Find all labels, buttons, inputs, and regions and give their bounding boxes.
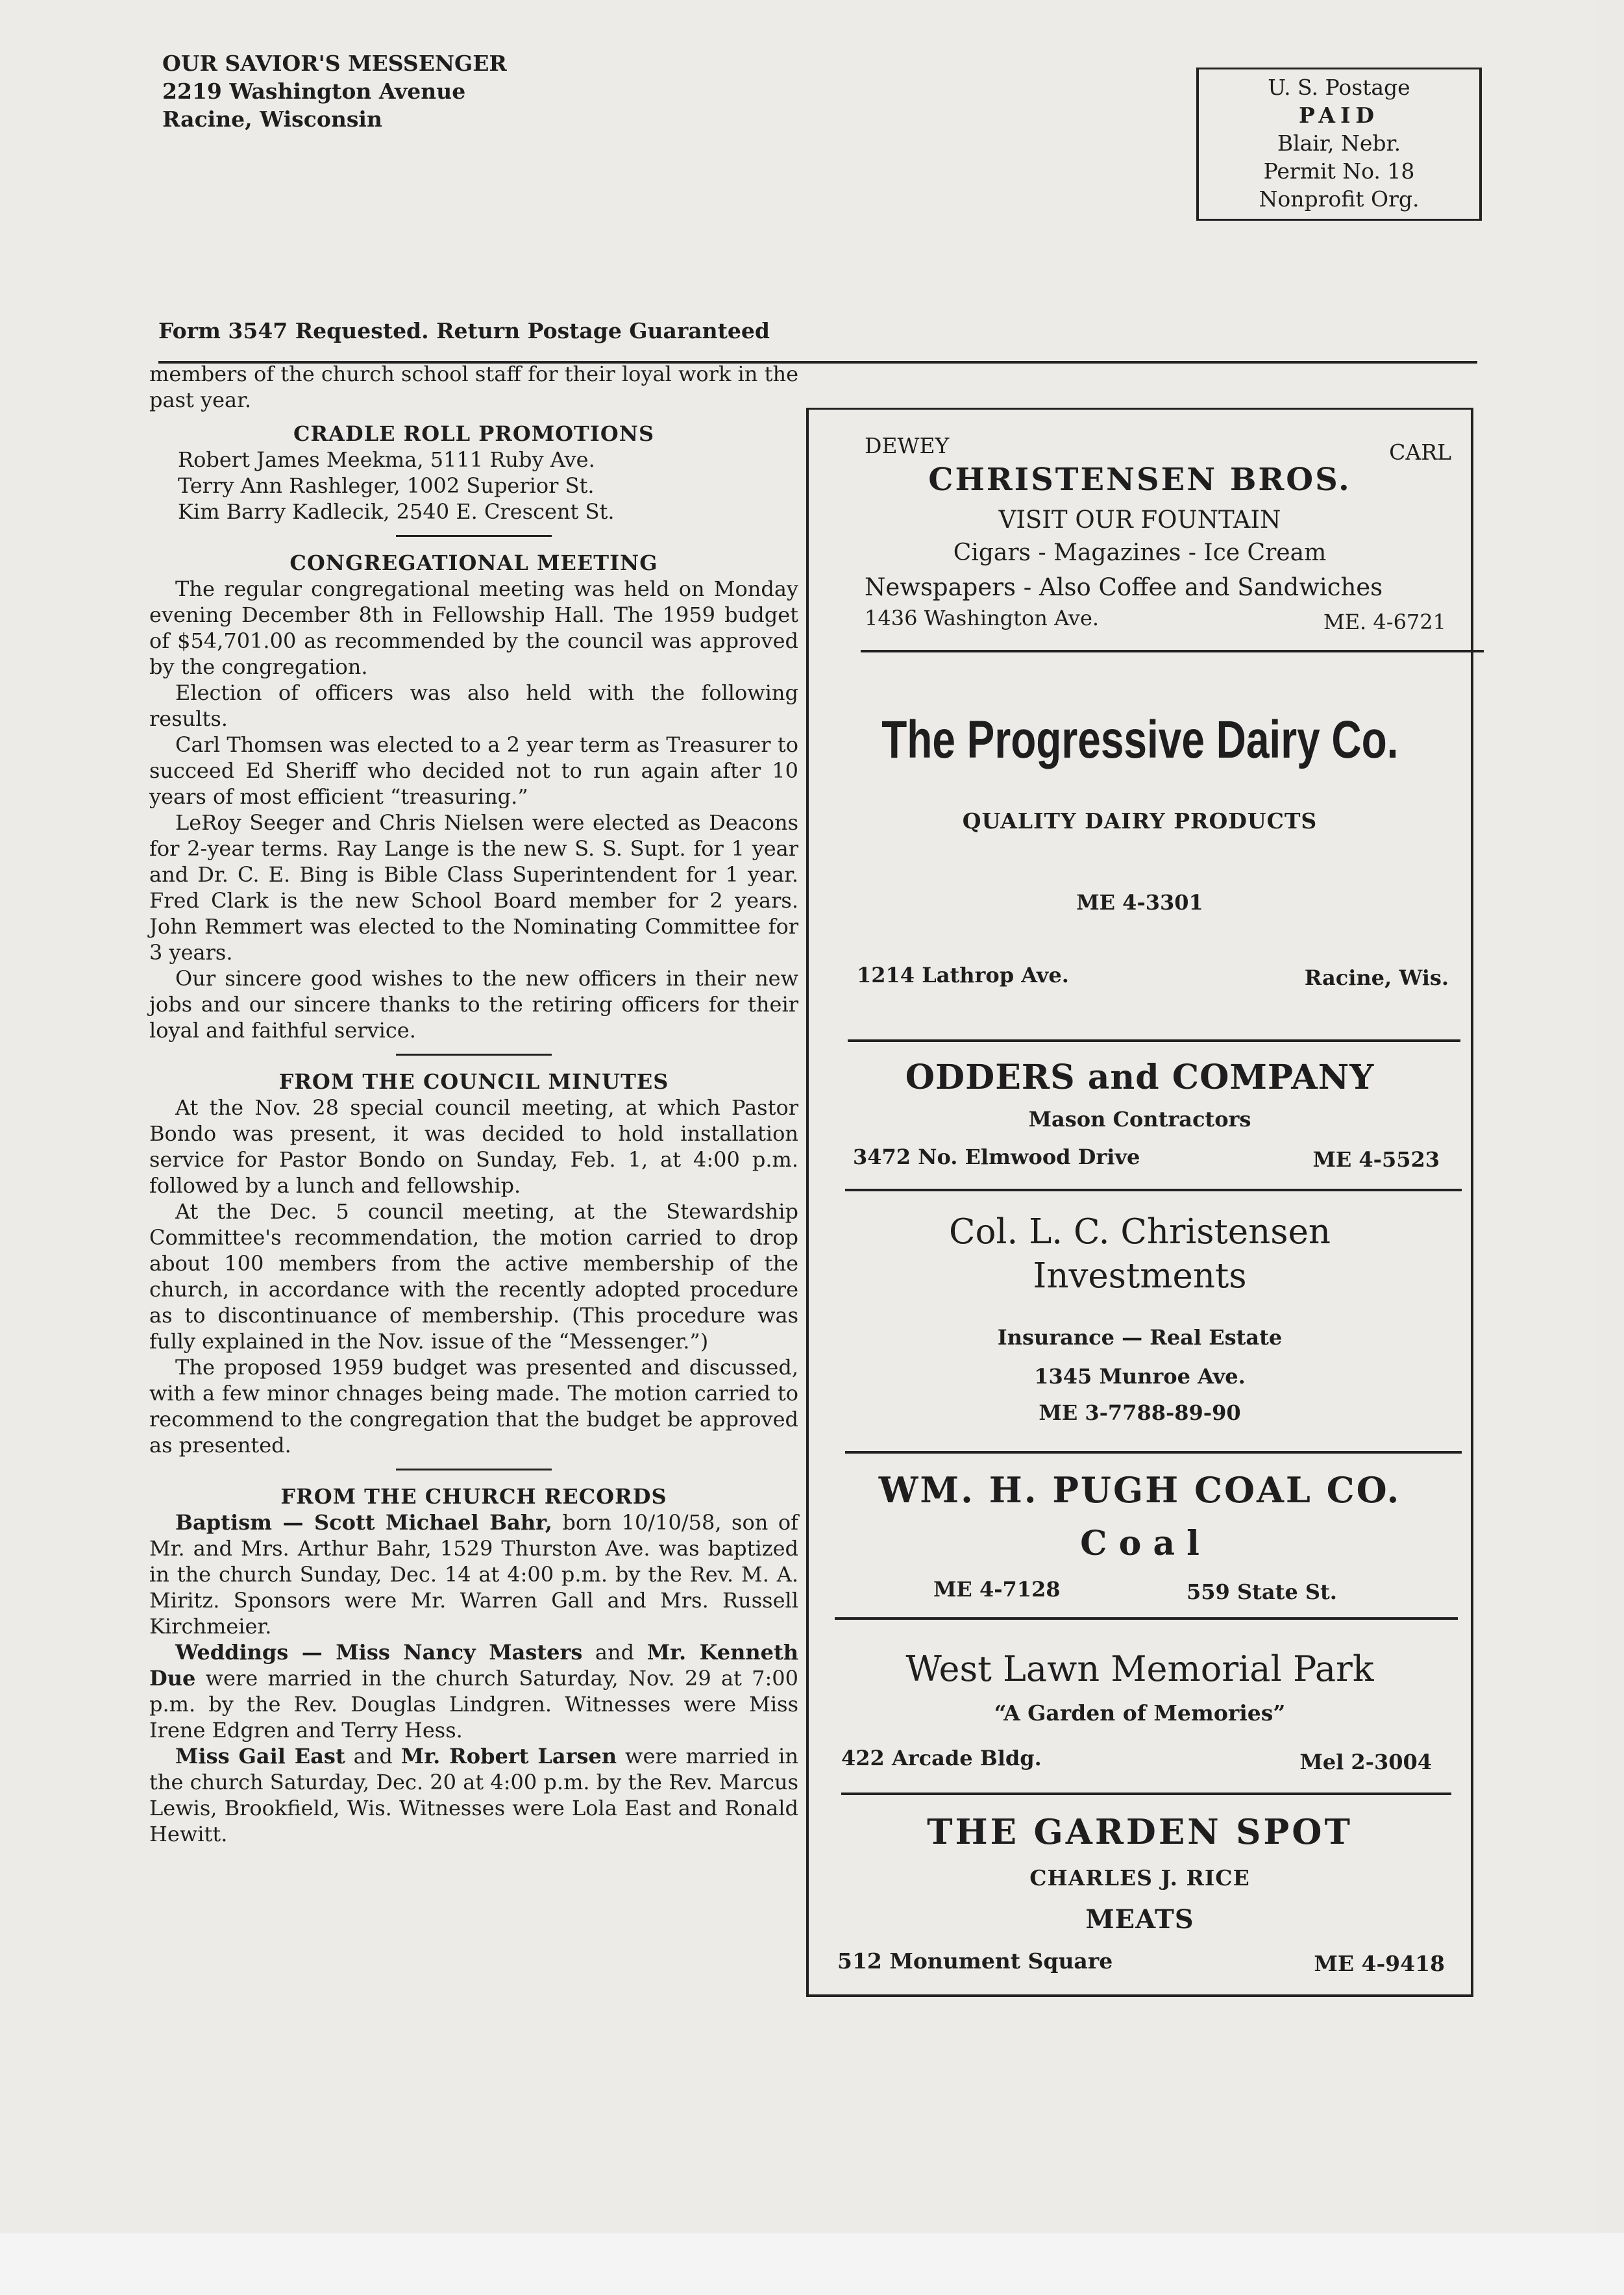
wedding-text: were married in the church Saturday, Nov. 29 at 7:00 p.m. by the Rev. Douglas Lindgren. Witnesses were Miss Irene Edgren and Terry Hess. — [149, 1666, 798, 1743]
postage-line: Blair, Nebr. — [1277, 130, 1401, 156]
section-divider — [396, 535, 552, 537]
ad-subtitle: MEATS — [1085, 1904, 1194, 1935]
ad-owner-left: DEWEY — [865, 433, 950, 458]
ad-address: 1345 Munroe Ave. — [1034, 1364, 1246, 1389]
wedding-record — [149, 1743, 798, 1847]
ad-address: 422 Arcade Bldg. — [841, 1746, 1042, 1770]
postage-line: Permit No. 18 — [1263, 158, 1415, 184]
baptism-text: born 10/10/58, son of Mr. and Mrs. Arthur Bahr, 1529 Thurston Ave. was baptized in the church Sunday, Dec. 14 at 4:00 p.m. by the Rev. M. A. Miritz. Sponsors were Mr. Warren Gall and Mrs. Russell Kirchmeier. — [149, 1510, 798, 1639]
baptism-label: Baptism — Scott Michael Bahr, — [175, 1510, 552, 1535]
meeting-paragraph: Election of officers was also held with the following results. — [149, 680, 798, 731]
council-paragraph: At the Dec. 5 council meeting, at the Stewardship Committee's recommendation, the motion carried to drop about 100 members from the active membership of the church, in accordance with the recently adopted procedure as to discontinuance of membership. (This procedure was fully explained in the Nov. issue of the “Messenger.”) — [149, 1199, 798, 1354]
ad-garden-spot — [809, 1798, 1471, 1992]
ad-address: 3472 No. Elmwood Drive — [853, 1145, 1140, 1169]
ad-subtitle: QUALITY DAIRY PRODUCTS — [962, 808, 1318, 834]
ad-title: ODDERS and COMPANY — [905, 1058, 1375, 1097]
ad-subtitle: Mason Contractors — [1028, 1107, 1251, 1132]
meeting-paragraph: LeRoy Seeger and Chris Nielsen were elected as Deacons for 2-year terms. Ray Lange is the new S. S. Supt. for 1 year and Dr. C. E. Bing is Bible Class Superintendent for 1 year. Fred Clark is the new School Board member for 2 years. John Remmert was elected to the Nominating Committee for 3 years. — [149, 810, 798, 965]
meeting-paragraph: Our sincere good wishes to the new officers in their new jobs and our sincere thanks to the retiring officers for their loyal and faithful service. — [149, 966, 798, 1043]
cradle-list — [149, 447, 798, 525]
ad-city: Racine, Wis. — [1304, 965, 1449, 990]
ad-phone: Mel 2-3004 — [1299, 1750, 1432, 1774]
meeting-paragraph: The regular congregational meeting was held on Monday evening December 8th in Fellowship Hall. The 1959 budget of $54,701.00 as recommended by the council was approved by the congregation. — [149, 577, 798, 679]
masthead-city: Racine, Wisconsin — [162, 106, 382, 132]
meeting-paragraph: Carl Thomsen was elected to a 2 year term as Treasurer to succeed Ed Sheriff who decided not to run again after 10 years of most efficient “treasuring.” — [149, 732, 798, 809]
ad-title: The Progressive Dairy Co. — [881, 710, 1399, 769]
ad-progressive-dairy — [809, 655, 1471, 1042]
section-divider — [396, 1054, 552, 1056]
section-divider — [396, 1469, 552, 1470]
ad-address: 1214 Lathrop Ave. — [857, 963, 1069, 987]
ad-subtitle: Insurance — Real Estate — [997, 1325, 1283, 1350]
ad-subtitle: CHARLES J. RICE — [1029, 1865, 1250, 1891]
council-paragraph: The proposed 1959 budget was presented and discussed, with a few minor chnages being made. The motion carried to recommend to the congregation that the budget be approved as presented. — [149, 1355, 798, 1458]
postage-paid: PAID — [1298, 103, 1380, 128]
council-heading: FROM THE COUNCIL MINUTES — [278, 1069, 669, 1094]
list-item: Robert James Meekma, 5111 Ruby Ave. — [178, 447, 595, 472]
ad-title: THE GARDEN SPOT — [927, 1812, 1353, 1852]
wedding-record — [149, 1639, 798, 1743]
ad-phone: ME 4-7128 — [933, 1577, 1061, 1602]
ad-phone: ME 3-7788-89-90 — [1039, 1400, 1241, 1425]
ad-subtitle: “A Garden of Memories” — [994, 1700, 1286, 1726]
ad-divider — [845, 1451, 1462, 1454]
postage-line: Nonprofit Org. — [1259, 186, 1420, 212]
records-heading: FROM THE CHURCH RECORDS — [280, 1484, 667, 1509]
list-item: Kim Barry Kadlecik, 2540 E. Crescent St. — [178, 499, 615, 524]
article-column — [149, 361, 798, 1847]
ad-west-lawn — [809, 1622, 1471, 1798]
form-notice: Form 3547 Requested. Return Postage Guaranteed — [158, 318, 770, 343]
ad-odders-company — [809, 1042, 1471, 1194]
ad-divider — [861, 650, 1484, 652]
ad-pugh-coal — [809, 1456, 1471, 1622]
ad-owner-right: CARL — [1389, 440, 1451, 465]
ad-phone: ME 4-9418 — [1314, 1951, 1445, 1976]
ad-title: Col. L. C. Christensen — [948, 1212, 1331, 1252]
wedding-groom: Mr. Robert Larsen — [400, 1744, 617, 1768]
masthead — [162, 49, 507, 133]
ad-phone: ME. 4-6721 — [1323, 610, 1446, 634]
postage-indicia — [1196, 68, 1482, 221]
conjunction: and — [582, 1640, 647, 1665]
ad-subtitle: C o a l — [1080, 1524, 1200, 1563]
ad-divider — [845, 1189, 1462, 1191]
masthead-street: 2219 Washington Avenue — [162, 79, 466, 104]
ad-christensen-investments — [809, 1194, 1471, 1456]
masthead-title: OUR SAVIOR'S MESSENGER — [162, 51, 507, 76]
wedding-label: Weddings — Miss Nancy Masters — [175, 1640, 583, 1665]
conjunction: and — [345, 1744, 401, 1768]
ad-title: Investments — [1033, 1256, 1247, 1296]
baptism-record — [149, 1509, 798, 1639]
ad-subtitle: VISIT OUR FOUNTAIN — [998, 506, 1281, 534]
ad-address: 559 State St. — [1187, 1580, 1337, 1604]
wedding-text: were married in the church Saturday, Dec. 20 at 4:00 p.m. by the Rev. Marcus Lewis, Brookfield, Wis. Witnesses were Lola East and Ronald Hewitt. — [149, 1744, 798, 1846]
ad-address: 512 Monument Square — [837, 1948, 1113, 1974]
intro-text: members of the church school staff for their loyal work in the past year. — [149, 362, 798, 412]
meeting-heading: CONGREGATIONAL MEETING — [289, 551, 658, 575]
cradle-heading: CRADLE ROLL PROMOTIONS — [293, 421, 655, 446]
postage-line: U. S. Postage — [1268, 75, 1410, 100]
ad-title: WM. H. PUGH COAL CO. — [878, 1469, 1401, 1511]
ad-divider — [835, 1617, 1458, 1620]
scan-margin — [0, 2233, 1624, 2295]
ad-address: 1436 Washington Ave. — [865, 606, 1100, 630]
ad-line: Newspapers - Also Coffee and Sandwiches — [865, 573, 1383, 601]
ad-title: CHRISTENSEN BROS. — [928, 462, 1351, 498]
ad-phone: ME 4-5523 — [1312, 1147, 1440, 1172]
ad-christensen-bros — [809, 410, 1471, 655]
wedding-bride: Miss Gail East — [175, 1744, 345, 1768]
list-item: Terry Ann Rashleger, 1002 Superior St. — [178, 473, 595, 498]
ad-title: West Lawn Memorial Park — [905, 1648, 1374, 1689]
council-paragraph: At the Nov. 28 special council meeting, at which Pastor Bondo was present, it was decided to hold installation service for Pastor Bondo on Sunday, Feb. 1, at 4:00 p.m. followed by a lunch and fellowship. — [149, 1095, 798, 1198]
ad-phone: ME 4-3301 — [1076, 890, 1203, 915]
advertisements-box — [806, 408, 1473, 1997]
ad-line: Cigars - Magazines - Ice Cream — [953, 540, 1327, 566]
wedding-groom: Mr. Kenneth Due — [149, 1640, 798, 1691]
ad-divider — [841, 1793, 1451, 1795]
